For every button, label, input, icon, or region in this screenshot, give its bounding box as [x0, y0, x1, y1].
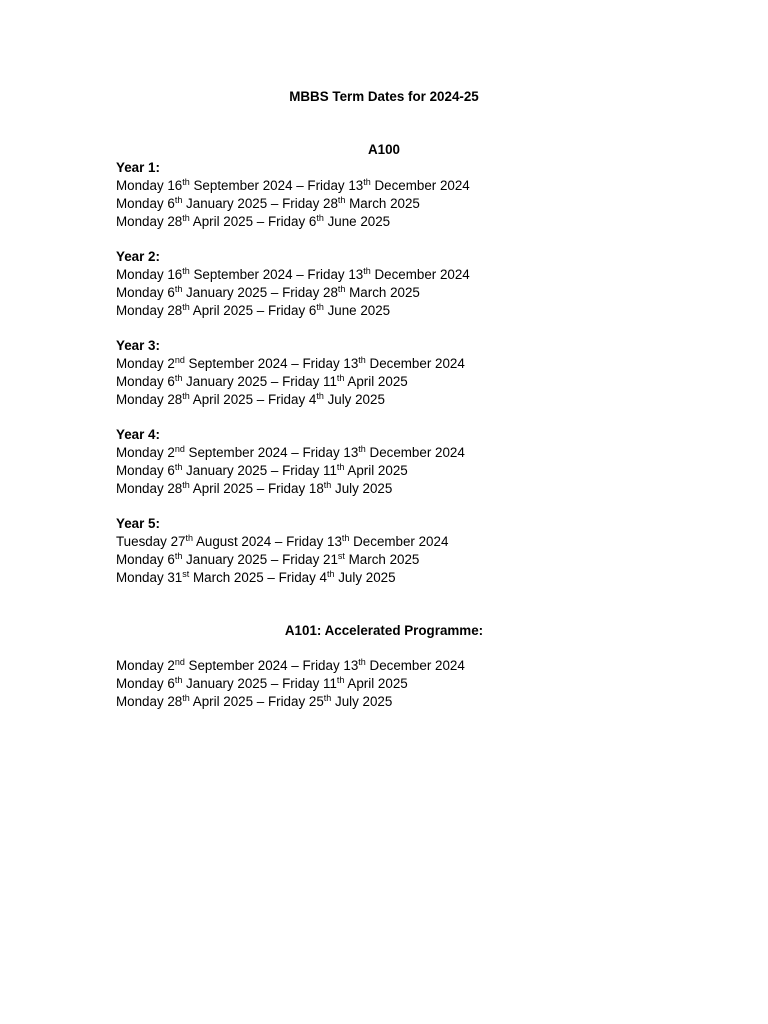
- term-line: Monday 6th January 2025 – Friday 28th March 2025: [116, 195, 420, 211]
- term-line: Monday 6th January 2025 – Friday 11th April 2025: [116, 462, 408, 478]
- term-line: Monday 28th April 2025 – Friday 25th July 2025: [116, 693, 393, 709]
- year-heading: Year 1:: [116, 160, 160, 175]
- term-line: Monday 6th January 2025 – Friday 11th April 2025: [116, 675, 408, 691]
- year-heading: Year 5:: [116, 516, 160, 531]
- a100-heading: A100: [367, 142, 400, 157]
- term-line: Tuesday 27th August 2024 – Friday 13th December 2024: [116, 533, 449, 549]
- term-line: Monday 2nd September 2024 – Friday 13th December 2024: [116, 657, 465, 673]
- year-3-section: [116, 337, 676, 409]
- term-line: Monday 28th April 2025 – Friday 4th July 2025: [116, 391, 385, 407]
- a101-section: [116, 657, 676, 711]
- term-line: Monday 28th April 2025 – Friday 6th June 2025: [116, 302, 391, 318]
- term-line: Monday 31st March 2025 – Friday 4th July 2025: [116, 569, 396, 585]
- term-line: Monday 6th January 2025 – Friday 21st March 2025: [116, 551, 420, 567]
- year-heading: Year 4:: [116, 427, 160, 442]
- term-line: Monday 16th September 2024 – Friday 13th December 2024: [116, 266, 470, 282]
- term-line: Monday 6th January 2025 – Friday 11th April 2025: [116, 373, 408, 389]
- term-line: Monday 28th April 2025 – Friday 18th July 2025: [116, 480, 393, 496]
- year-heading: Year 2:: [116, 249, 160, 264]
- term-line: Monday 2nd September 2024 – Friday 13th December 2024: [116, 444, 465, 460]
- a101-heading: A101: Accelerated Programme:: [284, 623, 484, 638]
- year-heading: Year 3:: [116, 338, 160, 353]
- year-5-section: [116, 515, 676, 587]
- year-1-section: [116, 159, 676, 231]
- term-line: Monday 2nd September 2024 – Friday 13th December 2024: [116, 355, 465, 371]
- page-title: MBBS Term Dates for 2024-25: [289, 89, 479, 104]
- term-line: Monday 28th April 2025 – Friday 6th June 2025: [116, 213, 391, 229]
- year-4-section: [116, 426, 676, 498]
- year-2-section: [116, 248, 676, 320]
- term-line: Monday 16th September 2024 – Friday 13th December 2024: [116, 177, 470, 193]
- term-line: Monday 6th January 2025 – Friday 28th March 2025: [116, 284, 420, 300]
